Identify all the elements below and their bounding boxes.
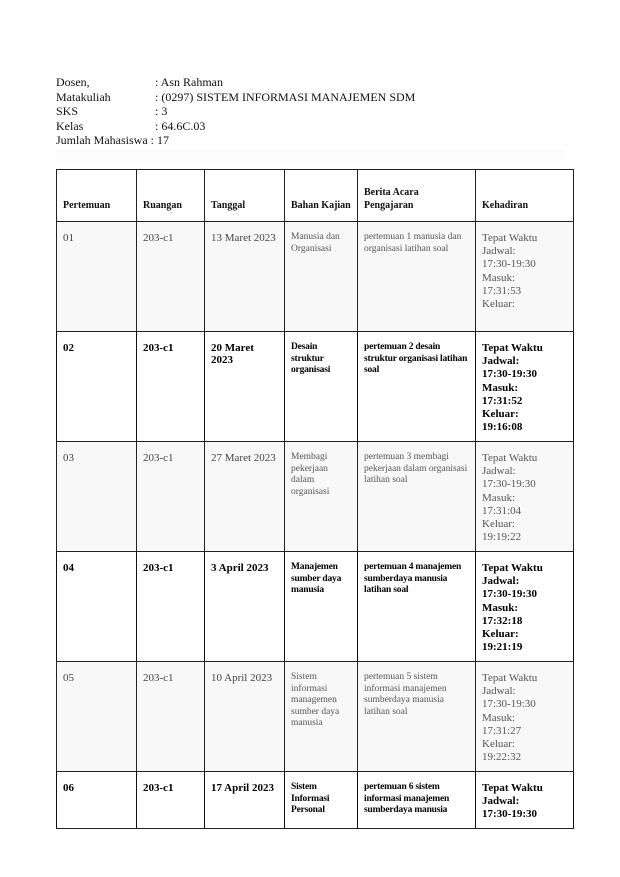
masuk-time: 17:32:18 (482, 614, 523, 627)
kehadiran-status: Tepat Waktu (482, 452, 538, 464)
ruangan-value: 203-c1 (143, 342, 174, 354)
cell-tanggal (205, 772, 285, 829)
bahan-kajian-text: Sistem informasi managemen sumber daya manusia (291, 672, 340, 728)
cell-pertemuan (57, 332, 137, 442)
table-row (57, 552, 574, 662)
sks-value: : 3 (155, 104, 168, 118)
masuk-label: Masuk: (482, 381, 519, 394)
jadwal-label: Jadwal: (482, 795, 520, 808)
keluar-time: 19:16:08 (482, 421, 523, 434)
attendance-table (56, 169, 574, 829)
kehadiran-status: Tepat Waktu (482, 562, 543, 574)
kehadiran-status: Tepat Waktu (482, 232, 538, 244)
jadwal-label: Jadwal: (482, 245, 516, 258)
table-header-row (57, 170, 574, 222)
keluar-time: 19:21:19 (482, 641, 523, 654)
masuk-label: Masuk: (482, 711, 515, 724)
ruangan-value: 203-c1 (143, 782, 174, 794)
cell-ruangan (137, 772, 205, 829)
berita-acara-text: pertemuan 4 manajemen sumberdaya manusia latihan soal (364, 562, 462, 595)
jadwal-label: Jadwal: (482, 355, 520, 368)
col-header-ruangan: Ruangan (137, 170, 205, 222)
cell-bahan-kajian (285, 662, 358, 772)
pertemuan-number: 02 (63, 342, 74, 354)
header-row-kelas (56, 119, 415, 134)
cell-bahan-kajian (285, 222, 358, 332)
bahan-kajian-text: Membagi pekerjaan dalam organisasi (291, 452, 330, 497)
bahan-kajian-text: Desain struktur organisasi (291, 342, 331, 375)
masuk-time: 17:31:52 (482, 394, 523, 407)
cell-tanggal (205, 442, 285, 552)
cell-berita-acara (358, 552, 476, 662)
cell-ruangan (137, 662, 205, 772)
cell-ruangan (137, 222, 205, 332)
pertemuan-number: 03 (63, 452, 74, 464)
jadwal-time: 17:30-19:30 (482, 808, 537, 821)
cell-tanggal (205, 332, 285, 442)
matakuliah-value: : (0297) SISTEM INFORMASI MANAJEMEN SDM (155, 89, 416, 104)
sks-label: SKS (56, 104, 79, 118)
cell-tanggal (205, 662, 285, 772)
cell-berita-acara (358, 772, 476, 829)
keluar-time: 19:19:22 (482, 531, 522, 544)
berita-acara-text: pertemuan 6 sistem informasi manajemen sumberdaya manusia (364, 782, 450, 815)
jadwal-time: 17:30-19:30 (482, 368, 537, 381)
cell-pertemuan (57, 222, 137, 332)
col-header-kehadiran: Kehadiran (476, 170, 574, 222)
tanggal-value: 17 April 2023 (211, 782, 274, 794)
berita-acara-text: pertemuan 5 sistem informasi manajemen sumberdaya manusia latihan soal (364, 672, 447, 717)
table-row (57, 772, 574, 829)
cell-berita-acara (358, 662, 476, 772)
kelas-value: : 64.6C.03 (155, 118, 206, 133)
cell-bahan-kajian (285, 552, 358, 662)
col-header-tanggal: Tanggal (205, 170, 285, 222)
header-row-jumlah (56, 133, 415, 148)
col-header-pertemuan: Pertemuan (57, 170, 137, 222)
bahan-kajian-text: Manajemen sumber daya manusia (291, 562, 342, 595)
header-row-sks (56, 104, 415, 119)
cell-kehadiran (476, 772, 574, 829)
cell-ruangan (137, 442, 205, 552)
cell-bahan-kajian (285, 332, 358, 442)
cell-pertemuan (57, 552, 137, 662)
cell-ruangan (137, 552, 205, 662)
jadwal-time: 17:30-19:30 (482, 258, 536, 271)
cell-kehadiran (476, 662, 574, 772)
cell-pertemuan (57, 442, 137, 552)
matakuliah-label: Matakuliah (56, 89, 111, 104)
jadwal-time: 17:30-19:30 (482, 478, 536, 491)
jadwal-label: Jadwal: (482, 465, 516, 478)
cell-tanggal (205, 222, 285, 332)
pertemuan-number: 04 (63, 562, 74, 574)
kehadiran-status: Tepat Waktu (482, 342, 543, 354)
jumlah-label: Jumlah Mahasiswa (56, 133, 148, 147)
kehadiran-status: Tepat Waktu (482, 672, 538, 684)
table-row (57, 662, 574, 772)
dosen-label: Dosen, (56, 75, 90, 89)
ruangan-value: 203-c1 (143, 232, 174, 244)
ruangan-value: 203-c1 (143, 452, 174, 464)
jumlah-value: : 17 (150, 133, 169, 147)
cell-berita-acara (358, 332, 476, 442)
masuk-label: Masuk: (482, 601, 519, 614)
course-header (56, 75, 415, 148)
masuk-label: Masuk: (482, 271, 515, 284)
cell-bahan-kajian (285, 442, 358, 552)
bahan-kajian-text: Manusia dan Organisasi (291, 232, 340, 254)
tanggal-value: 27 Maret 2023 (211, 452, 276, 464)
cell-bahan-kajian (285, 772, 358, 829)
jadwal-time: 17:30-19:30 (482, 588, 537, 601)
cell-kehadiran (476, 442, 574, 552)
cell-ruangan (137, 332, 205, 442)
jadwal-label: Jadwal: (482, 575, 520, 588)
keluar-label: Keluar: (482, 298, 515, 311)
table-row (57, 222, 574, 332)
tanggal-value: 20 Maret 2023 (211, 342, 254, 366)
pertemuan-number: 06 (63, 782, 74, 794)
ruangan-value: 203-c1 (143, 672, 174, 684)
keluar-label: Keluar: (482, 738, 515, 751)
berita-acara-text: pertemuan 2 desain struktur organisasi latihan soal (364, 342, 468, 375)
masuk-time: 17:31:04 (482, 504, 522, 517)
keluar-label: Keluar: (482, 408, 519, 421)
kelas-label: Kelas (56, 118, 84, 133)
pertemuan-number: 01 (63, 232, 74, 244)
tanggal-value: 10 April 2023 (211, 672, 273, 684)
kehadiran-status: Tepat Waktu (482, 782, 543, 794)
jadwal-time: 17:30-19:30 (482, 698, 536, 711)
bahan-kajian-text: Sistem Informasi Personal (291, 782, 330, 815)
cell-pertemuan (57, 662, 137, 772)
berita-acara-text: pertemuan 1 manusia dan organisasi latihan soal (364, 232, 462, 254)
masuk-time: 17:31:27 (482, 724, 522, 737)
divider-shade (56, 150, 564, 166)
keluar-label: Keluar: (482, 628, 519, 641)
cell-berita-acara (358, 442, 476, 552)
pertemuan-number: 05 (63, 672, 74, 684)
header-row-matakuliah (56, 90, 415, 105)
table-row (57, 442, 574, 552)
tanggal-value: 3 April 2023 (211, 562, 269, 574)
keluar-time: 19:22:32 (482, 751, 522, 764)
cell-kehadiran (476, 552, 574, 662)
col-header-berita-acara: Berita Acara Pengajaran (358, 170, 476, 222)
berita-acara-text: pertemuan 3 membagi pekerjaan dalam organisasi latihan soal (364, 452, 468, 485)
table-row (57, 332, 574, 442)
header-row-dosen (56, 75, 415, 90)
col-header-bahan-kajian: Bahan Kajian (285, 170, 358, 222)
tanggal-value: 13 Maret 2023 (211, 232, 276, 244)
cell-tanggal (205, 552, 285, 662)
masuk-label: Masuk: (482, 491, 515, 504)
keluar-label: Keluar: (482, 518, 515, 531)
ruangan-value: 203-c1 (143, 562, 174, 574)
cell-kehadiran (476, 222, 574, 332)
masuk-time: 17:31:53 (482, 284, 522, 297)
dosen-value: : Asn Rahman (155, 75, 223, 89)
cell-kehadiran (476, 332, 574, 442)
jadwal-label: Jadwal: (482, 685, 516, 698)
cell-berita-acara (358, 222, 476, 332)
cell-pertemuan (57, 772, 137, 829)
